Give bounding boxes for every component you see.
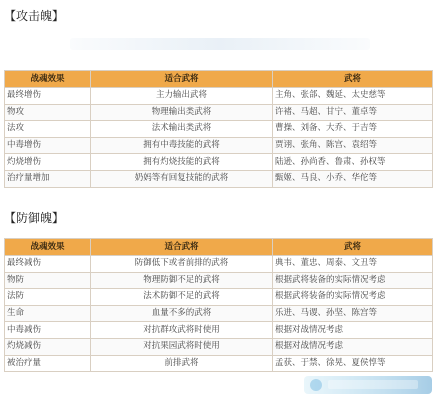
suitable-cell: 对抗群攻武将时使用 bbox=[91, 322, 273, 339]
table-row bbox=[5, 154, 433, 171]
effect-cell: 物攻 bbox=[5, 104, 91, 121]
table-row bbox=[5, 338, 433, 355]
table-row bbox=[5, 272, 433, 289]
attack-header-row bbox=[5, 71, 433, 88]
suitable-cell: 防御低下或者前排的武将 bbox=[91, 256, 273, 273]
effect-cell: 物防 bbox=[5, 272, 91, 289]
attack-section-title: 【攻击魄】 bbox=[4, 9, 65, 23]
table-row bbox=[5, 355, 433, 372]
generals-cell: 孟获、于禁、徐晃、夏侯惇等 bbox=[273, 355, 433, 372]
effect-cell: 灼烧增伤 bbox=[5, 154, 91, 171]
table-row bbox=[5, 256, 433, 273]
defense-section-title: 【防御魄】 bbox=[4, 211, 65, 225]
generals-cell: 主角、张郃、魏延、太史慈等 bbox=[273, 88, 433, 105]
effect-cell: 中毒减伤 bbox=[5, 322, 91, 339]
faint-decoration bbox=[70, 38, 370, 50]
attack-table bbox=[4, 70, 433, 188]
suitable-cell: 主力输出武将 bbox=[91, 88, 273, 105]
table-row bbox=[5, 121, 433, 138]
effect-cell: 治疗量增加 bbox=[5, 170, 91, 187]
suitable-cell: 拥有中毒技能的武将 bbox=[91, 137, 273, 154]
suitable-cell: 前排武将 bbox=[91, 355, 273, 372]
suitable-cell: 对抗果园武将时使用 bbox=[91, 338, 273, 355]
effect-cell: 中毒增伤 bbox=[5, 137, 91, 154]
effect-cell: 生命 bbox=[5, 305, 91, 322]
generals-cell: 许褚、马超、甘宁、董卓等 bbox=[273, 104, 433, 121]
watermark-logo bbox=[296, 368, 436, 398]
table-row bbox=[5, 289, 433, 306]
table-row bbox=[5, 170, 433, 187]
generals-cell: 乐进、马谡、孙坚、陈宫等 bbox=[273, 305, 433, 322]
suitable-cell: 法术输出类武将 bbox=[91, 121, 273, 138]
defense-table bbox=[4, 238, 433, 372]
table-row bbox=[5, 322, 433, 339]
suitable-cell: 拥有灼烧技能的武将 bbox=[91, 154, 273, 171]
col-header-suitable: 适合武将 bbox=[91, 239, 273, 256]
col-header-suitable: 适合武将 bbox=[91, 71, 273, 88]
generals-cell: 陆逊、孙尚香、鲁肃、孙权等 bbox=[273, 154, 433, 171]
defense-header-row bbox=[5, 239, 433, 256]
effect-cell: 被治疗量 bbox=[5, 355, 91, 372]
table-row bbox=[5, 104, 433, 121]
suitable-cell: 奶妈等有回复技能的武将 bbox=[91, 170, 273, 187]
generals-cell: 根据武将装备的实际情况考虑 bbox=[273, 272, 433, 289]
effect-cell: 法防 bbox=[5, 289, 91, 306]
table-row bbox=[5, 305, 433, 322]
col-header-generals: 武将 bbox=[273, 239, 433, 256]
effect-cell: 灼烧减伤 bbox=[5, 338, 91, 355]
effect-cell: 最终增伤 bbox=[5, 88, 91, 105]
table-row bbox=[5, 137, 433, 154]
generals-cell: 根据对战情况考虑 bbox=[273, 338, 433, 355]
generals-cell: 贾诩、张角、陈宫、袁绍等 bbox=[273, 137, 433, 154]
col-header-generals: 武将 bbox=[273, 71, 433, 88]
generals-cell: 曹操、刘备、大乔、于吉等 bbox=[273, 121, 433, 138]
table-row bbox=[5, 88, 433, 105]
effect-cell: 最终减伤 bbox=[5, 256, 91, 273]
suitable-cell: 血量不多的武将 bbox=[91, 305, 273, 322]
suitable-cell: 物理防御不足的武将 bbox=[91, 272, 273, 289]
suitable-cell: 法术防御不足的武将 bbox=[91, 289, 273, 306]
generals-cell: 甄姬、马良、小乔、华佗等 bbox=[273, 170, 433, 187]
col-header-effect: 战魂效果 bbox=[5, 71, 91, 88]
generals-cell: 典韦、董忠、周泰、文丑等 bbox=[273, 256, 433, 273]
col-header-effect: 战魂效果 bbox=[5, 239, 91, 256]
suitable-cell: 物理输出类武将 bbox=[91, 104, 273, 121]
generals-cell: 根据对战情况考虑 bbox=[273, 322, 433, 339]
effect-cell: 法攻 bbox=[5, 121, 91, 138]
generals-cell: 根据武将装备的实际情况考虑 bbox=[273, 289, 433, 306]
